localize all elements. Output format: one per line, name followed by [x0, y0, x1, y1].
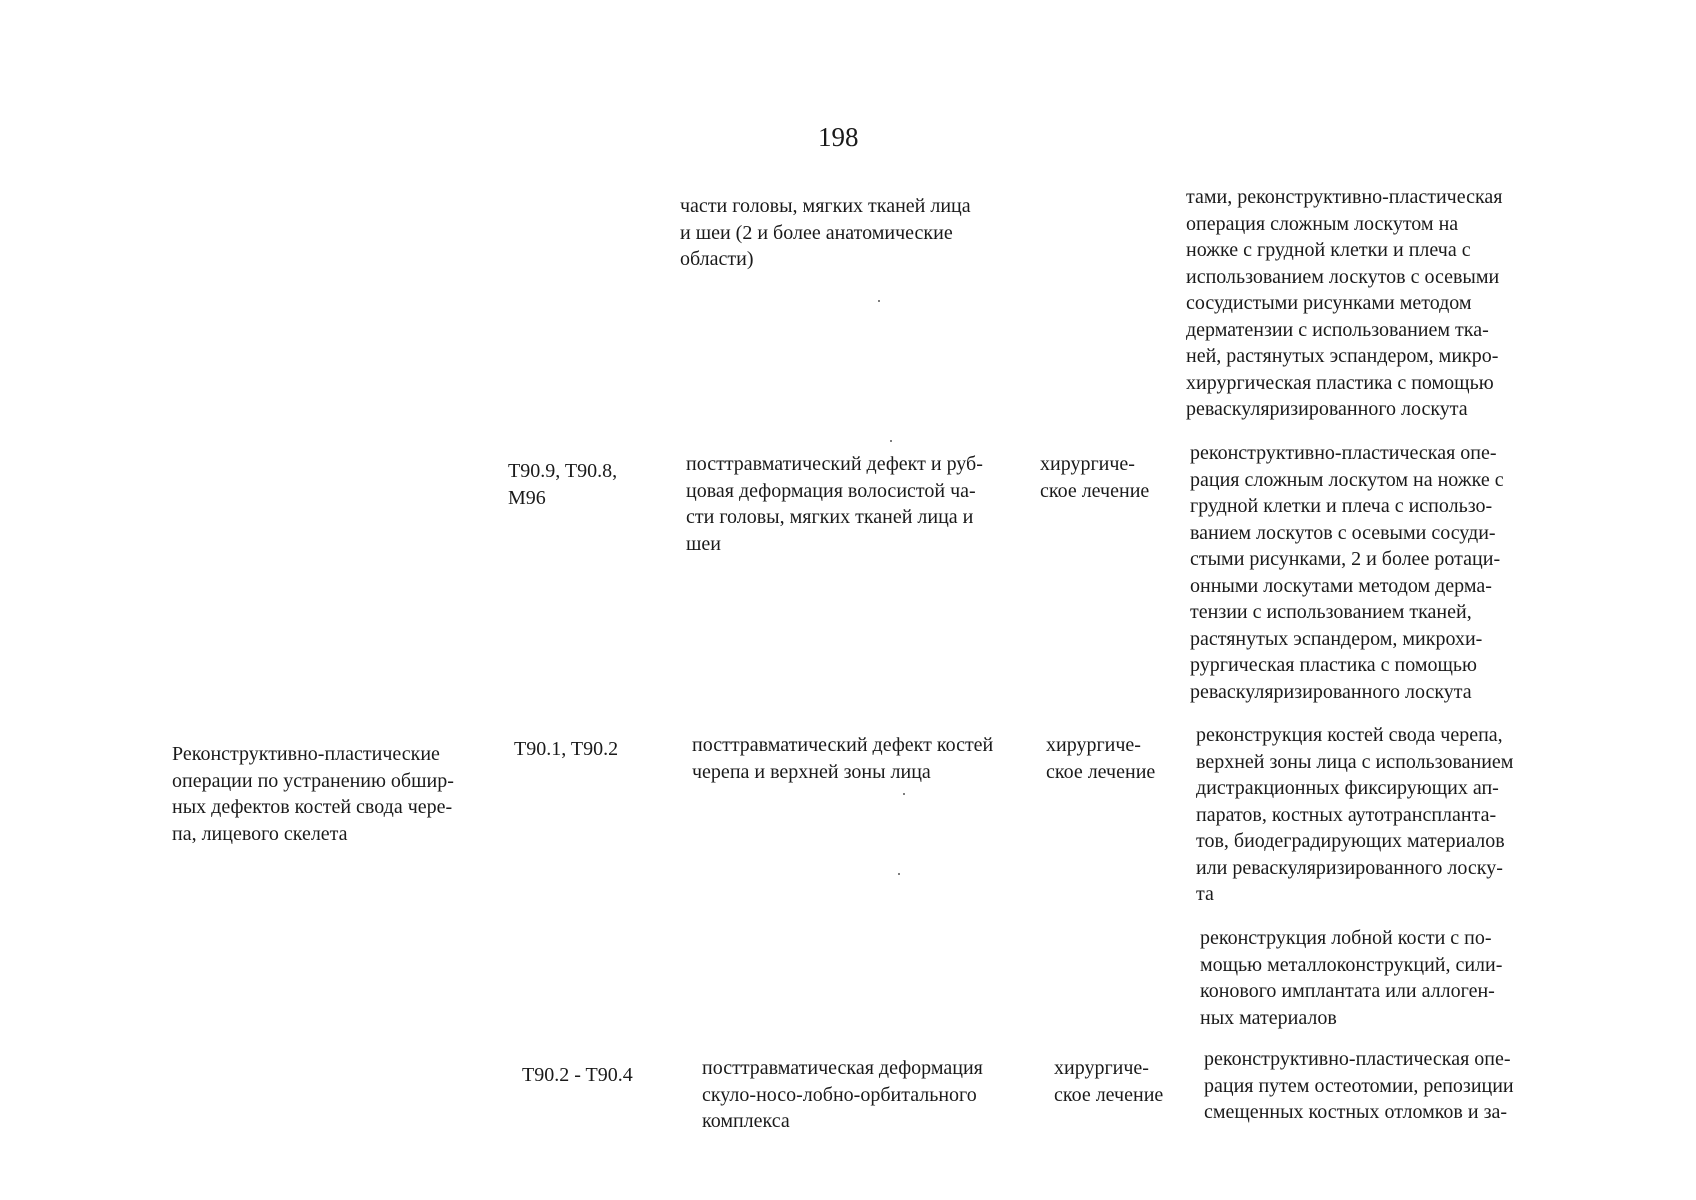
row-5-method: реконструктивно-пластическая опе- рация путем остеотомии, репозиции смещенных костных отломков и за- [1204, 1048, 1514, 1123]
row-3-group: Реконструктивно-пластические операции по устранению обшир- ных дефектов костей свода чере- па, лицевого скелета [172, 743, 454, 845]
row-3-method: реконструкция костей свода черепа, верхней зоны лица с использованием дистракционных фиксирующих ап- паратов, костных аутотранспланта- тов, биодеградирующих материалов или реваскуляризированного лоску- та [1196, 724, 1514, 905]
page-number: 198 [818, 122, 859, 152]
scan-speck [903, 793, 905, 795]
row-3-condition: посттравматический дефект костей черепа и верхней зоны лица [692, 734, 994, 783]
row-5-condition: посттравматическая деформация скуло-носо-лобно-орбитального комплекса [702, 1057, 983, 1132]
row-3-codes: T90.1, T90.2 [514, 738, 619, 760]
row-3-treatment: хирургиче- ское лечение [1046, 734, 1156, 783]
row-2-method: реконструктивно-пластическая опе- рация сложным лоскутом на ножке с грудной клетки и плеча с использо- ванием лоскутов с осевыми сосуди- стыми рисунками, 2 и более ротаци- онными лоскутами методом дерма- тензии с использованием тканей, растянутых эспандером, микрохи- рургическая пластика с помощью реваскуляризированного лоскута [1190, 442, 1504, 703]
row-2-treatment: хирургиче- ское лечение [1040, 453, 1150, 502]
scan-speck [890, 440, 892, 442]
row-1-method: тами, реконструктивно-пластическая операция сложным лоскутом на ножке с грудной клетки и плеча с использованием лоскутов с осевыми сосудистыми рисунками методом дерматензии с использованием тка- ней, растянутых эспандером, микро- хирургическая пластика с помощью реваскуляризированного лоскута [1186, 186, 1503, 420]
row-2-condition: посттравматический дефект и руб- цовая деформация волосистой ча- сти головы, мягких тканей лица и шеи [686, 453, 983, 555]
row-2-codes: T90.9, T90.8, M96 [508, 460, 618, 509]
row-1-condition: части головы, мягких тканей лица и шеи (2 и более анатомические области) [680, 195, 971, 270]
scan-speck [878, 300, 880, 302]
scan-speck [898, 873, 900, 875]
row-5-codes: T90.2 - T90.4 [522, 1064, 633, 1086]
row-5-treatment: хирургиче- ское лечение [1054, 1057, 1164, 1106]
row-4-method: реконструкция лобной кости с по- мощью металлоконструкций, сили- конового имплантата или аллоген- ных материалов [1200, 927, 1503, 1029]
